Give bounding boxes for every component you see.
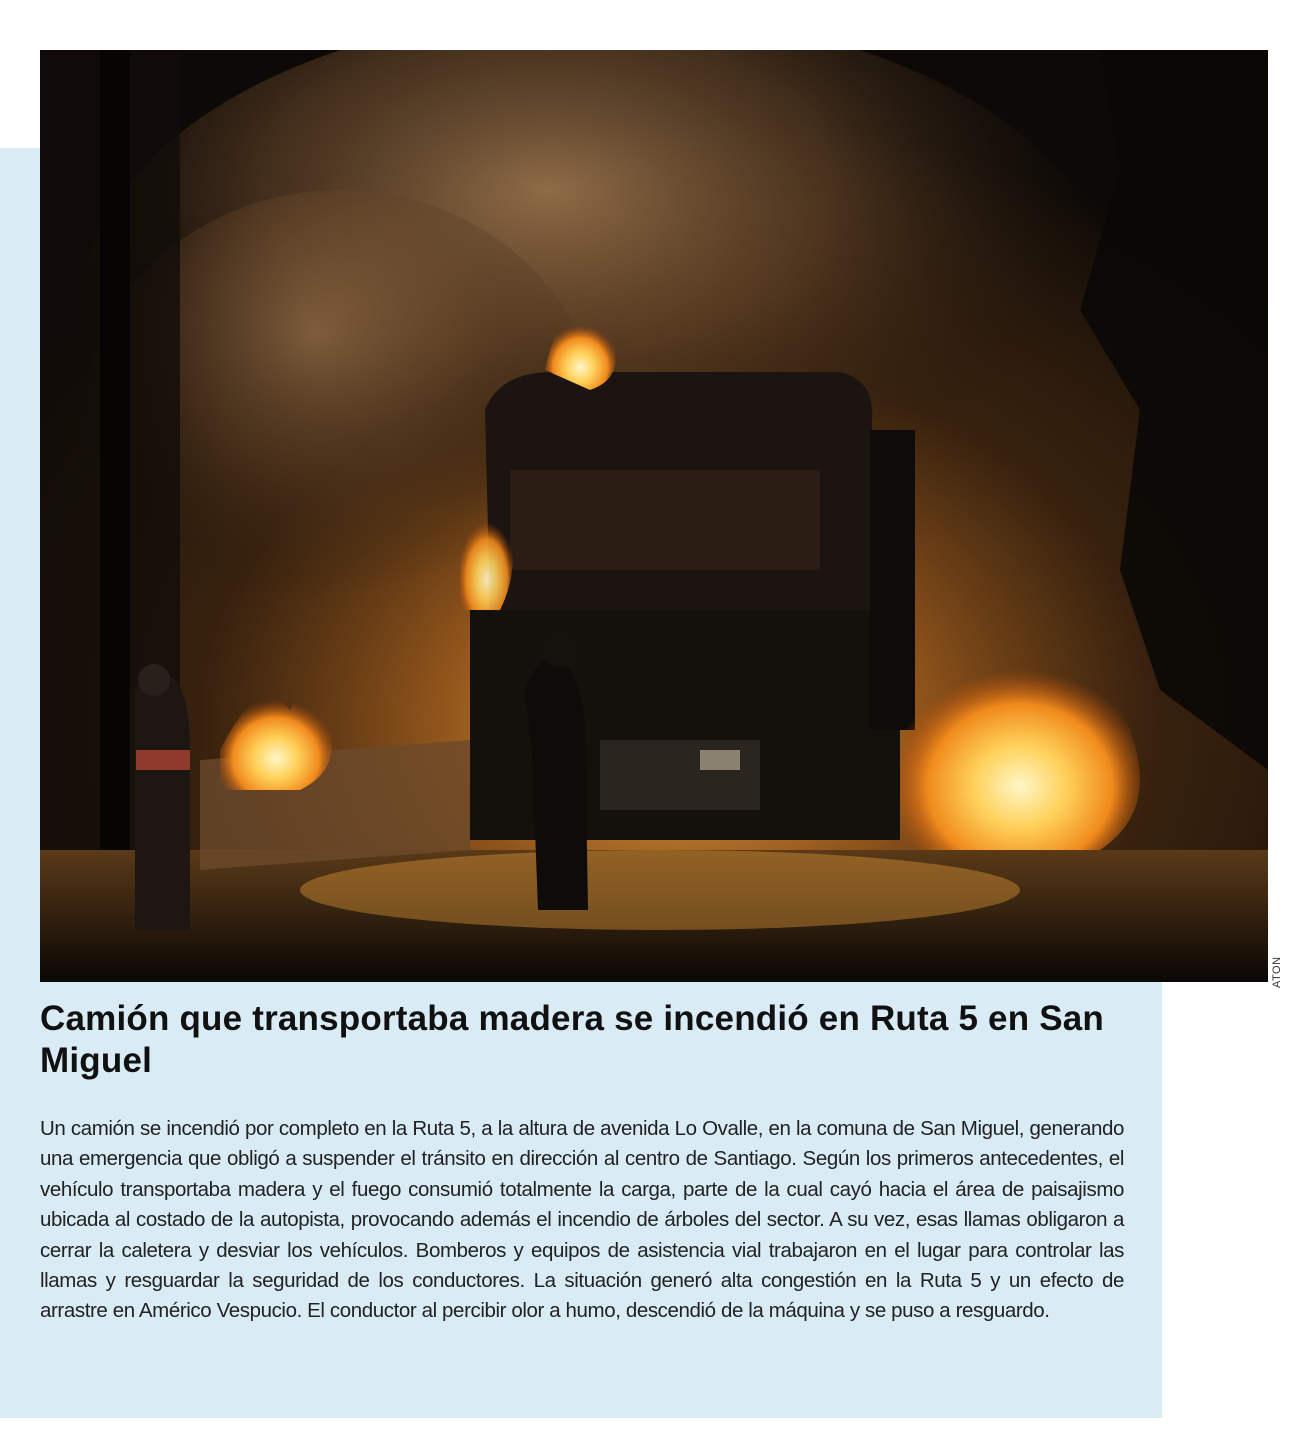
article-body: Un camión se incendió por completo en la Ruta 5, a la altura de avenida Lo Ovalle, en la comuna de San Miguel, generando una emergencia que obligó a suspender el tránsito en dirección al centro de Santiago. Según los primeros antecedentes, el vehículo transportaba madera y el fuego consumió totalmente la carga, parte de la cual cayó hacia el área de paisajismo ubicada al costado de la autopista, provocando además el incendio de árboles del sector. A su vez, esas llamas obligaron a cerrar la caletera y desviar los vehículos. Bomberos y equipos de asistencia vial trabajaron en el lugar para controlar las llamas y resguardar la seguridad de los conductores. La situación generó alta congestión en la Ruta 5 y un efecto de arrastre en Américo Vespucio. El conductor al percibir olor a humo, descendió de la máquina y se puso a resguardo. [40, 1117, 1124, 1323]
photo-credit: ATON [1271, 956, 1283, 988]
article-headline: Camión que transportaba madera se incendió en Ruta 5 en San Miguel [40, 999, 1105, 1080]
article-photo [40, 50, 1268, 982]
